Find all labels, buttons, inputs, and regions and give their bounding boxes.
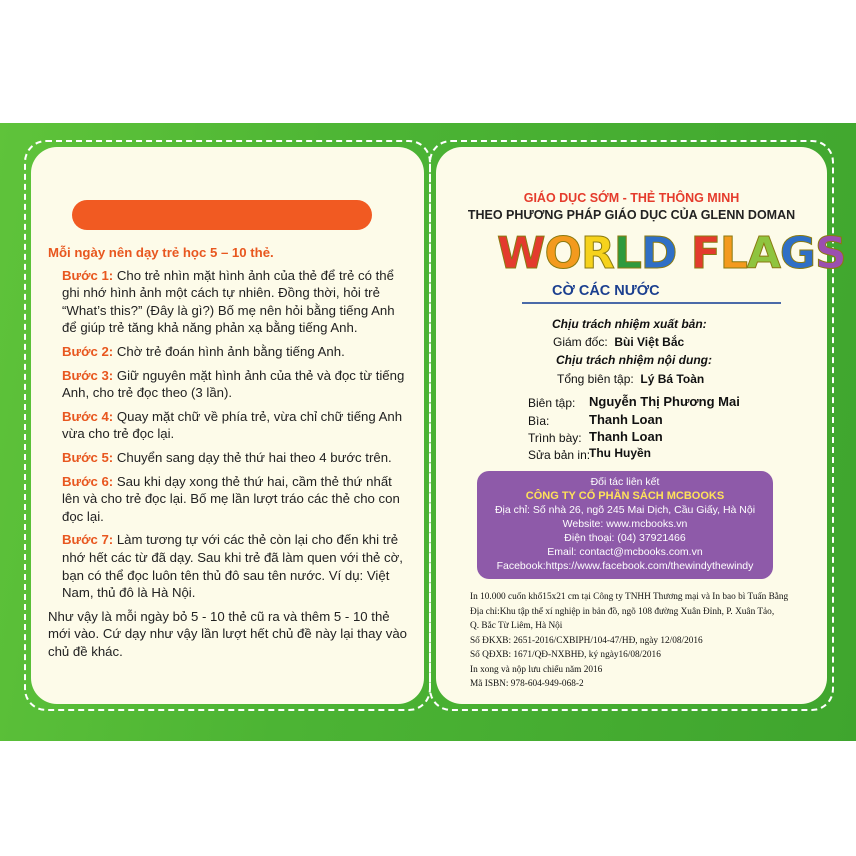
step-label: Bước 1: <box>62 267 114 283</box>
step-text: Quay mặt chữ về phía trẻ, vừa chỉ chữ tiếng Anh vừa cho trẻ đọc lại. <box>62 408 403 442</box>
logo-letter: G <box>779 228 816 279</box>
editor-value: Nguyễn Thị Phương Mai <box>589 394 740 409</box>
step-label: Bước 5: <box>62 449 114 465</box>
partner-address: Địa chỉ: Số nhà 26, ngõ 245 Mai Dịch, Cầu Giấy, Hà Nội <box>494 504 756 516</box>
print-line: Q. Bắc Từ Liêm, Hà Nội <box>470 621 563 631</box>
editor-label: Biên tập: <box>528 396 576 410</box>
instructions-outro: Như vậy là mỗi ngày bỏ 5 - 10 thẻ cũ ra và thêm 5 - 10 thẻ mới vào. Cứ dạy như vậy lần lượt hết chủ đề này lại thay vào chủ đề khác. <box>48 608 407 659</box>
resp-content-label: Chịu trách nhiệm nội dung: <box>556 353 712 367</box>
step-2 <box>62 343 410 361</box>
print-line: In 10.000 cuốn khổ15x21 cm tại Công ty TNHH Thương mại và In bao bì Tuấn Bằng <box>470 592 789 602</box>
instructions-text <box>48 244 410 660</box>
resp-publish-label: Chịu trách nhiệm xuất bản: <box>552 317 707 331</box>
logo-letter: L <box>719 228 747 279</box>
step-6 <box>62 473 410 526</box>
layout-value: Thanh Loan <box>589 429 663 444</box>
step-5 <box>62 449 410 467</box>
printing-info <box>470 590 820 692</box>
method-heading: THEO PHƯƠNG PHÁP GIÁO DỤC CỦA GLENN DOMAN <box>467 208 796 222</box>
series-heading: GIÁO DỤC SỚM - THẺ THÔNG MINH <box>523 191 740 205</box>
print-line: In xong và nộp lưu chiểu năm 2016 <box>470 664 603 675</box>
logo-letter: W <box>497 228 545 279</box>
cover-label: Bìa: <box>528 414 550 428</box>
print-line: Số QĐXB: 1671/QĐ-NXBHĐ, ký ngày16/08/2016 <box>470 650 661 660</box>
book-subtitle: CỜ CÁC NƯỚC <box>552 283 660 299</box>
proof-value: Thu Huyền <box>589 446 651 460</box>
logo-letter: R <box>580 228 614 279</box>
partner-title: Đối tác liên kết <box>590 476 660 488</box>
partner-box <box>477 471 773 579</box>
step-4 <box>62 408 410 443</box>
director-row: Giám đốc: Bùi Việt Bắc <box>553 335 685 349</box>
step-text: Làm tương tự với các thẻ còn lại cho đến khi trẻ nhớ hết các từ đã dạy. Sau khi trẻ đã làm quen với thẻ cờ, bạn có thể đọc luôn tên thủ đô sau tên nước. Ví dụ: Việt Nam, thủ đô là Hà Nội. <box>62 532 403 601</box>
step-label: Bước 2: <box>62 343 114 359</box>
step-text: Sau khi dạy xong thẻ thứ hai, cầm thẻ thứ nhất lên và cho trẻ đọc lại. Bố mẹ lần lượt tráo các thẻ cho con đọc lại. <box>62 473 400 524</box>
partner-website: Website: www.mcbooks.vn <box>562 518 688 530</box>
partner-email: Email: contact@mcbooks.com.vn <box>547 546 703 558</box>
logo-letter: S <box>815 228 846 279</box>
step-7 <box>62 531 410 601</box>
print-line: Số ĐKXB: 2651-2016/CXBIPH/104-47/HĐ, ngày 12/08/2016 <box>470 635 703 646</box>
world-flags-logo <box>497 228 846 279</box>
step-label: Bước 4: <box>62 408 114 424</box>
logo-letter: O <box>544 228 581 279</box>
instructions-intro: Mỗi ngày nên dạy trẻ học 5 – 10 thẻ. <box>48 245 274 260</box>
step-label: Bước 7: <box>62 532 114 548</box>
step-label: Bước 6: <box>62 473 114 489</box>
step-text: Chuyển sang dạy thẻ thứ hai theo 4 bước trên. <box>113 449 392 465</box>
step-text: Giữ nguyên mặt hình ảnh của thẻ và đọc từ tiếng Anh, cho trẻ đọc theo (3 lần). <box>62 367 405 401</box>
step-text: Chờ trẻ đoán hình ảnh bằng tiếng Anh. <box>113 343 345 359</box>
print-line: Địa chỉ:Khu tập thể xí nghiệp in bản đồ, ngõ 108 đường Xuân Đỉnh, P. Xuân Tảo, <box>470 606 775 617</box>
partner-company: CÔNG TY CỔ PHẦN SÁCH MCBOOKS <box>525 490 725 502</box>
logo-letter <box>676 228 690 279</box>
cover-value: Thanh Loan <box>589 412 663 427</box>
partner-facebook: Facebook:https://www.facebook.com/thewindythewindy <box>496 560 754 572</box>
step-1 <box>62 267 410 337</box>
print-line: Mã ISBN: 978-604-949-068-2 <box>470 679 584 689</box>
step-text: Cho trẻ nhìn mặt hình ảnh của thẻ để trẻ có thể ghi nhớ hình ảnh một cách tự nhiên. Đồng thời, hỏi trẻ “What’s this?” (Đây là gì?) Bố mẹ nên hỏi bằng tiếng Anh để giúp trẻ tăng khả năng phản xạ bằng tiếng Anh. <box>62 267 395 336</box>
step-label: Bước 3: <box>62 367 114 383</box>
logo-letter: D <box>640 228 677 279</box>
proof-label: Sửa bản in: <box>528 448 591 462</box>
step-3 <box>62 367 410 402</box>
logo-letter: L <box>613 228 641 279</box>
partner-phone: Điện thoại: (04) 37921466 <box>564 532 686 544</box>
layout-label: Trình bày: <box>528 431 582 445</box>
divider <box>522 302 781 304</box>
orange-header-bar <box>72 200 372 230</box>
logo-letter: A <box>746 228 780 279</box>
chief-row: Tổng biên tập: Lý Bá Toàn <box>557 372 705 386</box>
logo-letter: F <box>690 228 720 279</box>
